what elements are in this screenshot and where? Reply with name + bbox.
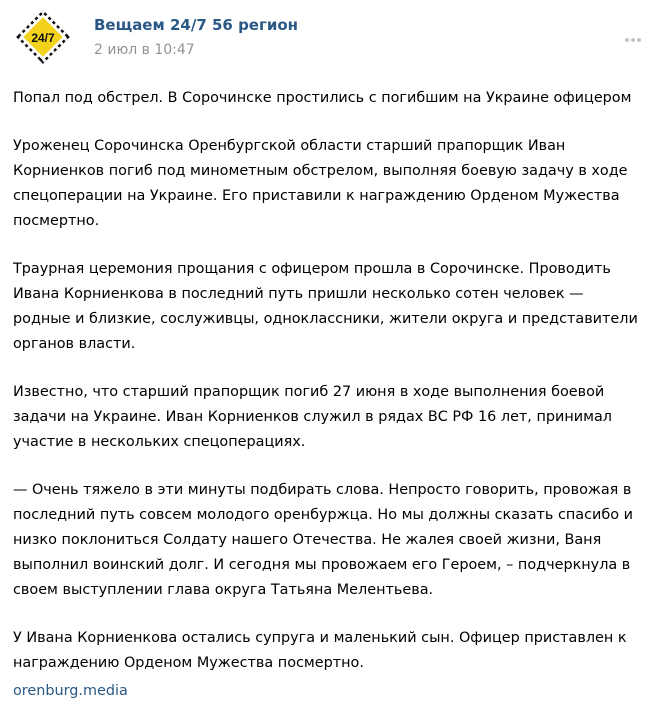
channel-logo-icon (12, 6, 74, 68)
more-horizontal-icon[interactable] (619, 32, 647, 48)
source-link[interactable]: orenburg.media (13, 683, 128, 699)
post-paragraph: Траурная церемония прощания с офицером прошла в Сорочинске. Проводить Ивана Корниенкова в последний путь пришли несколько сотен человек — родные и близкие, сослуживцы, одноклассники, жители округа и представители органов власти. (13, 261, 638, 352)
post-paragraph: Известно, что старший прапорщик погиб 27 июня в ходе выполнения боевой задачи на Украине. Иван Корниенков служил в рядах ВС РФ 16 лет, принимал участие в нескольких спецоперациях. (13, 384, 612, 450)
post-date[interactable]: 2 июл в 10:47 (94, 42, 195, 58)
avatar[interactable] (12, 6, 74, 68)
author-name[interactable]: Вещаем 24/7 56 регион (94, 16, 299, 34)
svg-text:24/7: 24/7 (31, 31, 55, 45)
post-paragraph: Уроженец Сорочинска Оренбургской области старший прапорщик Иван Корниенков погиб под минометным обстрелом, выполняя боевую задачу в ходе спецоперации на Украине. Его приставили к награждению Орденом Мужества посмертно. (13, 138, 628, 229)
post-header (0, 0, 657, 80)
post-paragraph: У Ивана Корниенкова остались супруга и маленький сын. Офицер приставлен к награждению Орденом Мужества посмертно. (13, 630, 627, 671)
post-paragraph: — Очень тяжело в эти минуты подбирать слова. Непросто говорить, провожая в последний путь совсем молодого оренбуржца. Но мы должны сказать спасибо и низко поклониться Солдату нашего Отечества. Не жалея своей жизни, Ваня выполнил воинский долг. И сегодня мы провожаем его Героем, – подчеркнула в своем выступлении глава округа Татьяна Мелентьева. (13, 482, 633, 598)
post-text (13, 86, 645, 699)
post-title: Попал под обстрел. В Сорочинске простились с погибшим на Украине офицером (13, 90, 632, 106)
